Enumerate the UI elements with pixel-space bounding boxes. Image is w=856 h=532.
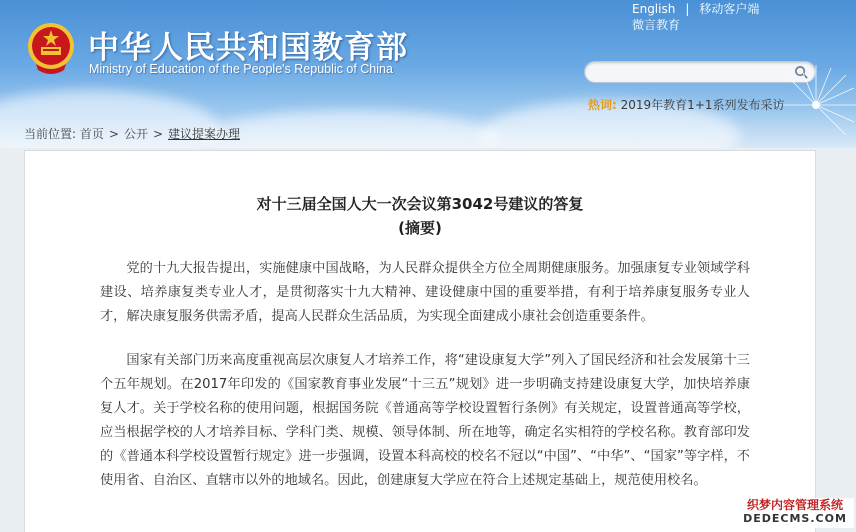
watermark-line1: 织梦内容管理系统 (746, 498, 843, 512)
breadcrumb (24, 125, 240, 142)
hot-label: 热词: (588, 98, 617, 112)
top-links (632, 1, 759, 33)
breadcrumb-separator: > (108, 127, 119, 141)
cloud-decoration (200, 110, 500, 148)
weiyan-education-link[interactable]: 微言教育 (632, 18, 681, 32)
watermark-logo (736, 498, 854, 528)
site-header (0, 0, 856, 148)
watermark-line2: DEDECMS.COM (743, 512, 847, 525)
breadcrumb-prefix: 当前位置: (24, 127, 77, 141)
article-paragraph: 国家有关部门历来高度重视高层次康复人才培养工作，将“建设康复大学”列入了国民经济和社会发展第十三个五年规划。在2017年印发的《国家教育事业发展“十三五”规划》进一步明确支持建设康复大学，加快培养康复人才。关于学校名称的使用问题，根据国务院《普通高等学校设置暂行条例》有关规定，设置普通高等学校，应当根据学校的人才培养目标、学科门类、规模、领导体制、所在地等，确定名实相符的学校名称。教育部印发的《普通本科学校设置暂行规定》进一步强调，设置本科高校的校名不冠以“中国”、“中华”、“国家”等字样，不使用省、自治区、直辖市以外的地域名。因此，创建康复大学应在符合上述规定基础上，规范使用校名。 (100, 353, 750, 488)
mobile-client-link[interactable]: 移动客户端 (699, 2, 760, 16)
breadcrumb-proposals[interactable]: 建议提案办理 (168, 127, 241, 141)
breadcrumb-home[interactable]: 首页 (79, 127, 104, 141)
article-subtitle: (摘要) (398, 219, 442, 237)
breadcrumb-separator: > (152, 127, 164, 141)
hot-topics (588, 96, 785, 113)
article-title: 对十三届全国人大一次会议第3042号建议的答复 (256, 195, 584, 213)
article-panel (24, 150, 816, 532)
site-title[interactable]: 中华人民共和国教育部 (88, 30, 408, 66)
national-emblem-icon (26, 20, 76, 76)
site-subtitle: Ministry of Education of the People's Republic of China (89, 62, 393, 76)
article-paragraph: 党的十九大报告提出，实施健康中国战略，为人民群众提供全方位全周期健康服务。加强康复专业领域学科建设、培养康复类专业人才，是贯彻落实十九大精神、建设健康中国的重要举措，有利于培养康复服务专业人才，解决康复服务供需矛盾，提高人民群众生活品质，为实现全面建成小康社会创造重要条件。 (100, 261, 750, 324)
hot-topic-link[interactable]: 2019年教育1+1系列发布采访 (620, 98, 785, 112)
breadcrumb-public[interactable]: 公开 (123, 127, 148, 141)
english-link[interactable]: English (632, 2, 676, 16)
link-separator: | (685, 2, 690, 16)
